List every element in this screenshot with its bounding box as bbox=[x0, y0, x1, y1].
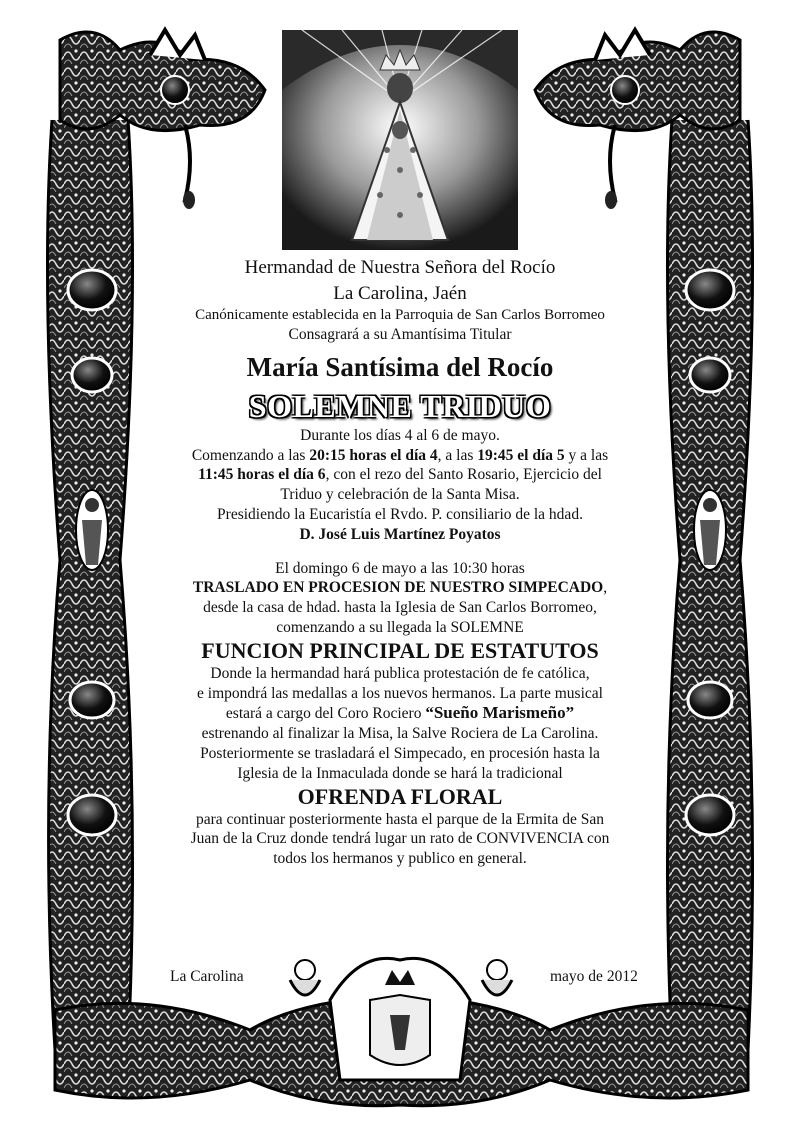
consagrara-line: Consagrará a su Amantísima Titular bbox=[288, 326, 512, 343]
bottom-ornament-band bbox=[55, 958, 748, 1105]
traslado-title: TRASLADO EN PROCESION DE NUESTRO SIMPECADO, bbox=[192, 579, 608, 597]
virgin-image bbox=[282, 30, 518, 250]
page-title: María Santísima del Rocío bbox=[246, 351, 554, 382]
triduo-line-3: Triduo y celebración de la Santa Misa. bbox=[280, 486, 520, 504]
main-text bbox=[140, 255, 660, 869]
traslado-line-3: comenzando a su llegada la SOLEMNE bbox=[276, 618, 524, 636]
triduo-line-1: Comenzando a las 20:15 horas el día 4, a las 19:45 el día 5 y a las bbox=[191, 446, 609, 464]
priest-name: D. José Luis Martínez Poyatos bbox=[299, 525, 501, 543]
triduo-line-4: Presidiendo la Eucaristía el Rvdo. P. consiliario de la hdad. bbox=[217, 505, 583, 523]
funcion-heading: FUNCION PRINCIPAL DE ESTATUTOS bbox=[201, 637, 599, 663]
funcion-line-4: estrenando al finalizar la Misa, la Salve Rociera de La Carolina. bbox=[201, 725, 599, 743]
solemne-triduo-heading: SOLEMNE TRIDUO bbox=[248, 387, 552, 424]
ofrenda-line-3: todos los hermanos y publico en general. bbox=[273, 850, 527, 868]
ofrenda-line-2: Juan de la Cruz donde tendrá lugar un rato de CONVIVENCIA con bbox=[190, 830, 610, 848]
ofrenda-heading: OFRENDA FLORAL bbox=[297, 783, 503, 809]
traslado-line-2: desde la casa de hdad. hasta la Iglesia de San Carlos Borromeo, bbox=[203, 599, 597, 617]
funcion-line-6: Iglesia de la Inmaculada donde se hará la tradicional bbox=[237, 764, 563, 782]
ofrenda-line-1: para continuar posteriormente hasta el parque de la Ermita de San bbox=[195, 810, 604, 828]
location: La Carolina, Jaén bbox=[333, 283, 467, 304]
hermandad-name: Hermandad de Nuestra Señora del Rocío bbox=[244, 257, 556, 278]
funcion-line-3: estará a cargo del Coro Rociero “Sueño Marismeño” bbox=[225, 703, 575, 723]
right-column-ornament bbox=[668, 120, 753, 1050]
funcion-line-1: Donde la hermandad hará publica protestación de fe católica, bbox=[210, 664, 590, 682]
footer-place: La Carolina bbox=[170, 968, 244, 985]
triduo-line-2: 11:45 horas el día 6, con el rezo del Santo Rosario, Ejercicio del bbox=[198, 466, 602, 484]
triduo-dates: Durante los días 4 al 6 de mayo. bbox=[300, 426, 500, 444]
left-column-ornament bbox=[48, 120, 133, 1050]
funcion-line-2: e impondrá las medallas a los nuevos hermanos. La parte musical bbox=[197, 684, 603, 702]
traslado-date: El domingo 6 de mayo a las 10:30 horas bbox=[275, 559, 525, 577]
established-line: Canónicamente establecida en la Parroquia de San Carlos Borromeo bbox=[195, 307, 605, 323]
footer-date: mayo de 2012 bbox=[550, 968, 638, 985]
funcion-line-5: Posteriormente se trasladará el Simpecado, en procesión hasta la bbox=[200, 744, 600, 762]
